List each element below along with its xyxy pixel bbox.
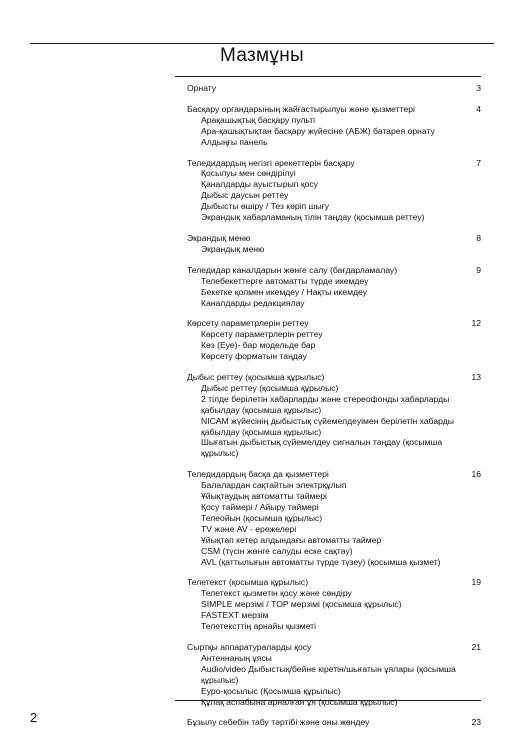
toc-page-number: 21 — [471, 641, 481, 652]
toc-section-title: Басқару органдарының жайғастырылуы және қызметтері — [187, 103, 415, 114]
toc-page-number: 9 — [476, 264, 481, 275]
toc-subitem: Құлақ аспабына арналған ұя (қосымша құрылыс) — [201, 696, 398, 707]
toc-section — [187, 469, 481, 567]
toc-section-heading — [187, 642, 481, 653]
bottom-rule — [175, 700, 481, 701]
title-rule — [175, 76, 481, 77]
toc-section — [187, 372, 481, 459]
toc-subitem: Антеннаның ұясы — [201, 652, 272, 663]
toc-section-heading — [187, 233, 481, 244]
toc-section-title: Теледидардың негізгі әрекеттерін басқару — [187, 157, 355, 168]
toc-page-number: 7 — [476, 157, 481, 168]
toc-subitem: Телетекст қызметін қосу және сөндіру — [201, 588, 352, 599]
toc-subitem: Көрсету форматын таңдау — [201, 351, 307, 362]
page-title: Мазмұны — [220, 45, 304, 66]
toc-page-number: 13 — [471, 372, 481, 383]
toc-subitem: Алдыңғы панель — [201, 136, 268, 147]
toc-subitem: Ара-қашықтықтан басқару жүйесіне (АБЖ) батарея орнату — [201, 125, 435, 136]
toc-subitem: Арақашықтық басқару пульті — [201, 114, 316, 125]
toc-subitem: Audio/video Дыбыстық/бейне кіретін/шығатын ұялары (қосымша құрылыс) — [201, 663, 456, 685]
toc-subitem: Дыбыс даусын реттеу — [201, 190, 289, 201]
toc-subitem: Қаналдарды ауыстырып қосу — [201, 179, 318, 190]
toc-section-title: Теледидардың басқа да қызметтері — [187, 469, 329, 480]
toc-section — [187, 158, 481, 223]
toc-section-heading — [187, 372, 481, 383]
toc-section-title: Теледидар каналдарын жөнге салу (бағдарламалау) — [187, 264, 398, 275]
toc-page-number: 16 — [471, 469, 481, 480]
toc-section-title: Телетекст (қосымша құрылыс) — [187, 577, 309, 588]
toc-subitem: AVL (қаттылығын автоматты түрде түзеу) (қосымша қызмет) — [201, 556, 441, 567]
page-number: 2 — [30, 710, 38, 725]
toc-section — [187, 265, 481, 309]
table-of-contents — [187, 83, 481, 738]
toc-section-heading — [187, 577, 481, 588]
toc-page-number: 3 — [476, 83, 481, 93]
toc-subitem: NICAM жүйесінің дыбыстық сүйемелдеуімен берілетін хабарды қабылдау (қосымша құрылыс) — [201, 415, 454, 437]
toc-page-number: 19 — [471, 577, 481, 588]
toc-subitem: CSM (түсін жөнге салуды еске сақтау) — [201, 545, 353, 556]
toc-section-title: Бұзылу себебін табу тәртібі және оны жөндеу — [187, 717, 370, 728]
toc-section — [187, 233, 481, 255]
toc-section — [187, 104, 481, 148]
toc-subitem: Қосу таймері / Айыру таймері — [201, 502, 319, 512]
toc-subitem: Каналдарды редакциялау — [201, 297, 305, 308]
toc-section-title: Орнату — [187, 83, 217, 93]
toc-subitem: SIMPLE мерзімі / TOP мерзімі (қосымша құрылыс) — [201, 599, 402, 610]
toc-section-heading — [187, 265, 481, 276]
toc-section-title: Сыртқы аппаратураларды қосу — [187, 641, 312, 652]
toc-section-heading — [187, 469, 481, 480]
toc-subitem: TV және AV - ережелері — [201, 523, 297, 534]
toc-page-number: 4 — [476, 103, 481, 114]
toc-page-number: 8 — [476, 232, 481, 243]
toc-subitem: Экрандық меню — [201, 243, 265, 254]
toc-subitem: Дыбысты өшіру / Тез көріп шығу — [201, 201, 330, 212]
toc-section — [187, 318, 481, 362]
toc-section-title: Дыбыс реттеу (қосымша құрылыс) — [187, 372, 325, 383]
toc-section-title: Көрсету параметрлерін реттеу — [187, 318, 309, 329]
toc-section-heading — [187, 104, 481, 115]
toc-section-heading — [187, 318, 481, 329]
toc-subitem: Бекетке қолмен икемдеу / Нақты икемдеу — [201, 286, 368, 297]
toc-subitem: FASTEXT мерзім — [201, 610, 269, 621]
toc-section — [187, 717, 481, 728]
toc-section-heading — [187, 717, 481, 728]
toc-subitem: Ұйықтап кетер алдындағы автоматты таймер — [201, 534, 382, 545]
top-rule — [30, 43, 494, 44]
toc-subitem: Телетексттің арнайы қызметі — [201, 621, 317, 632]
toc-subitem: Көз (Еуе)- бар модельде бар — [201, 340, 316, 351]
toc-subitem: Телеойын (қосымша құрылыс) — [201, 512, 323, 523]
toc-subitem: Шығатын дыбыстық сүйемелдеу сигналын таңдау (қосымша құрылыс) — [201, 437, 443, 459]
toc-page-number: 23 — [471, 717, 481, 728]
toc-page-number: 12 — [471, 318, 481, 329]
toc-subitem: Экрандық хабарламаның тілін таңдау (қосымша реттеу) — [201, 212, 425, 223]
toc-section — [187, 642, 481, 707]
toc-subitem: Ұйықтаудың автоматты таймері — [201, 491, 327, 502]
toc-section — [187, 83, 481, 94]
toc-subitem: Еуро-қосылыс (Қосымша құрылыс) — [201, 685, 341, 696]
toc-subitem: Көрсету параметрлерін реттеу — [201, 329, 323, 340]
toc-subitem: Балалардан сақтайтын электрқұлып — [201, 480, 347, 491]
toc-subitem: Қосылуы мен сөндірілуі — [201, 168, 296, 179]
toc-subitem: 2 тілде берілетін хабарларды және стереофонды хабарларды қабылдау (қосымша құрылыс) — [201, 393, 450, 415]
toc-subitem: Телебекеттерге автоматты түрде икемдеу — [201, 275, 369, 286]
toc-section-title: Экрандық меню — [187, 232, 251, 243]
toc-subitem: Дыбыс реттеу (қосымша құрылыс) — [201, 382, 339, 393]
toc-section-heading — [187, 158, 481, 169]
toc-section-heading — [187, 83, 481, 94]
toc-section — [187, 577, 481, 632]
